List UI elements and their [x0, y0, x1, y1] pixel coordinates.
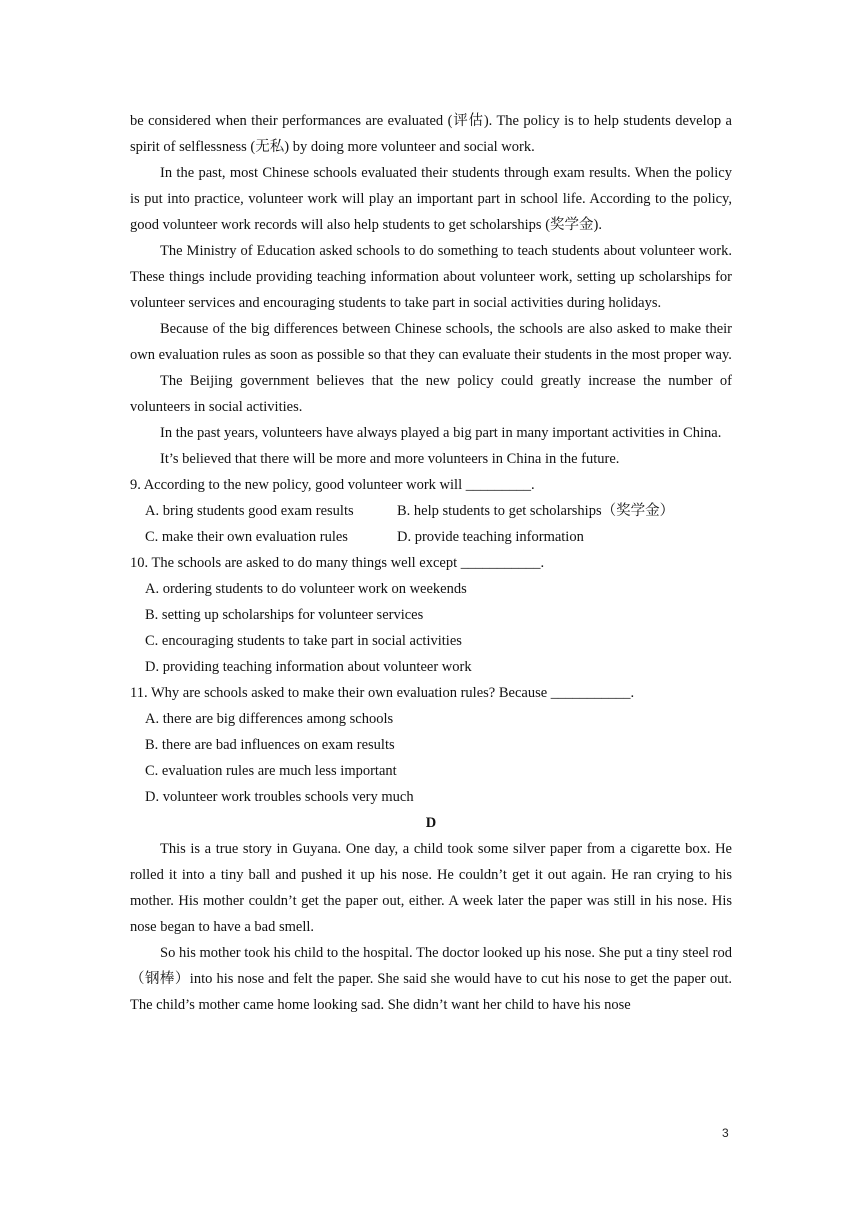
question-text: 11. Why are schools asked to make their own evaluation rules? Because ___________.: [130, 685, 635, 701]
passage-paragraph: In the past, most Chinese schools evaluated their students through exam results. When the policy is put into practice, volunteer work will play an important part in school life. According to the policy, good volunteer work records will also help students to get scholarships (奖学金).: [130, 165, 732, 233]
option-c: C. evaluation rules are much less important: [145, 763, 397, 779]
option-d: D. provide teaching information: [397, 529, 584, 545]
passage-paragraph: In the past years, volunteers have always played a big part in many important activities in China.: [160, 425, 722, 441]
page-number: 3: [722, 1126, 729, 1140]
passage-paragraph: So his mother took his child to the hospital. The doctor looked up his nose. She put a tiny steel rod（钢棒）into his nose and felt the paper. She said she would have to cut his nose to get the paper out. The child’s mother came home looking sad. She didn’t want her child to have his nose: [130, 945, 732, 1013]
question-10: [130, 550, 732, 680]
option-a: A. bring students good exam results: [145, 503, 354, 519]
option-b: B. help students to get scholarships（奖学金）: [397, 503, 675, 519]
passage-paragraph: be considered when their performances are evaluated (评估). The policy is to help students develop a spirit of selflessness (无私) by doing more volunteer and social work.: [130, 113, 732, 155]
passage-paragraph: The Ministry of Education asked schools to do something to teach students about volunteer work. These things include providing teaching information about volunteer work, setting up scholarships for volunteer services and encouraging students to take part in social activities during holidays.: [130, 243, 732, 311]
passage-paragraph: The Beijing government believes that the new policy could greatly increase the number of volunteers in social activities.: [130, 373, 732, 415]
option-a: A. there are big differences among schools: [145, 711, 394, 727]
option-d: D. volunteer work troubles schools very much: [145, 789, 414, 805]
page-content: [130, 108, 732, 1018]
option-b: B. setting up scholarships for volunteer services: [145, 607, 424, 623]
passage-paragraph: Because of the big differences between Chinese schools, the schools are also asked to make their own evaluation rules as soon as possible so that they can evaluate their students in the most proper way.: [130, 321, 732, 363]
options-row: [130, 524, 732, 550]
section-title: D: [425, 815, 437, 831]
option-d: D. providing teaching information about volunteer work: [145, 659, 472, 675]
option-a: A. ordering students to do volunteer work on weekends: [145, 581, 467, 597]
passage-paragraph: This is a true story in Guyana. One day, a child took some silver paper from a cigarette box. He rolled it into a tiny ball and pushed it up his nose. He couldn’t get it out again. He ran crying to his mother. His mother couldn’t get the paper out, either. A week later the paper was still in his nose. His nose began to have a bad smell.: [130, 841, 732, 935]
question-text: 9. According to the new policy, good volunteer work will _________.: [130, 477, 535, 493]
option-c: C. make their own evaluation rules: [145, 529, 348, 545]
question-11: [130, 680, 732, 810]
option-c: C. encouraging students to take part in social activities: [145, 633, 462, 649]
question-text: 10. The schools are asked to do many things well except ___________.: [130, 555, 545, 571]
question-9: [130, 472, 732, 550]
passage-paragraph: It’s believed that there will be more and more volunteers in China in the future.: [160, 451, 620, 467]
option-b: B. there are bad influences on exam results: [145, 737, 395, 753]
options-row: [130, 498, 732, 524]
